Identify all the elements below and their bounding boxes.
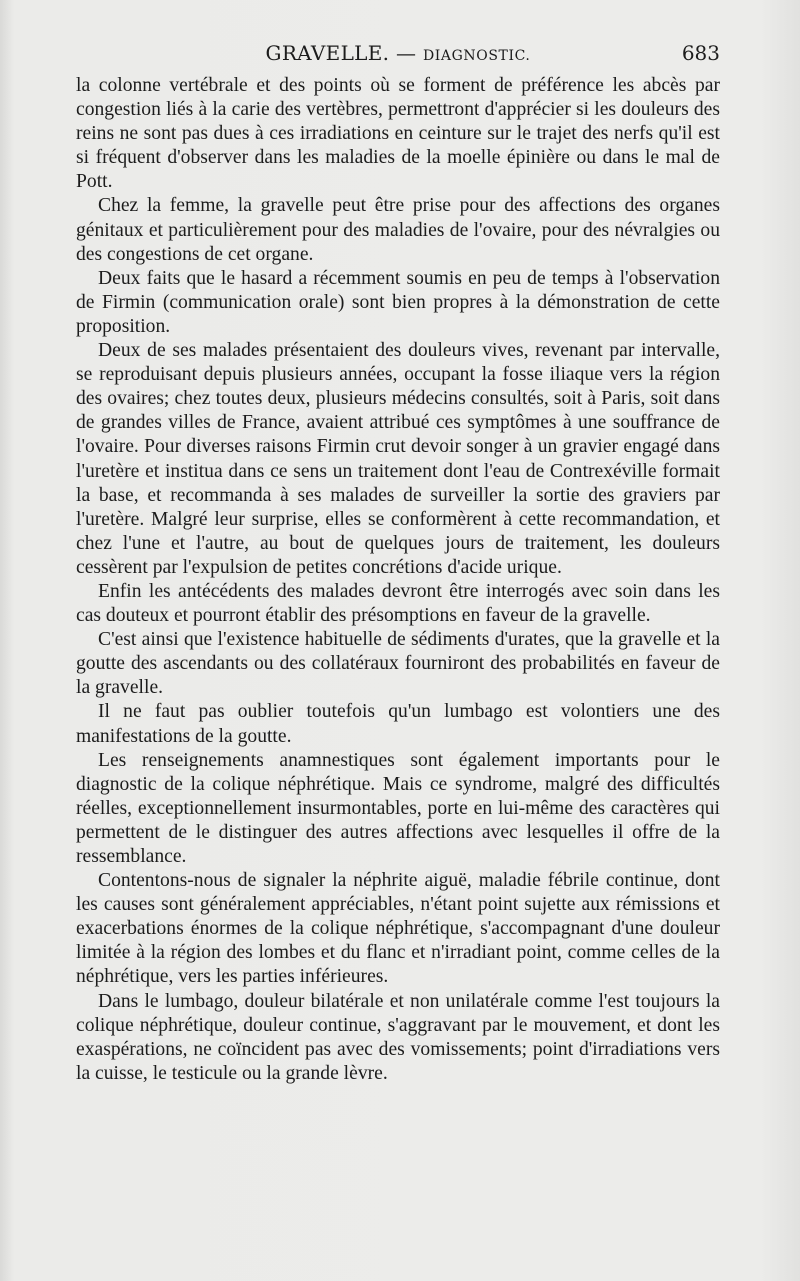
paragraph-7: Il ne faut pas oublier toutefois qu'un lumbago est volontiers une des manifestations de la goutte. <box>76 701 720 747</box>
paragraph-5: Enfin les antécédents des malades devront être interrogés avec soin dans les cas douteux et pourront établir des présomptions en faveur de la gravelle. <box>76 580 720 627</box>
paragraph-9: Contentons-nous de signaler la néphrite aiguë, maladie fébrile continue, dont les causes sont généralement appréciables, n'étant point sujette aux rémissions et exacerbations énormes de la colique néphrétique, s'accompagnant d'une douleur limitée à la région des lombes et du flanc et n'irradiant point, comme celles de la néphrétique, vers les parties inférieures. <box>76 870 720 988</box>
page-header <box>76 38 720 68</box>
running-title <box>76 38 720 71</box>
paragraph-4: Deux de ses malades présentaient des douleurs vives, revenant par intervalle, se reproduisant depuis plusieurs années, occupant la fosse iliaque vers la région des ovaires; chez toutes deux, plusieurs médecins consultés, soit à Paris, soit dans de grandes villes de France, avaient attribué ces symptômes à une souffrance de l'ovaire. Pour diverses raisons Firmin crut devoir songer à un gravier engagé dans l'uretère et institua dans ce sens un traitement dont l'eau de Contrexéville formait la base, et recommanda à ses malades de surveiller la sortie des graviers par l'uretère. Malgré leur surprise, elles se conformèrent à cette recommandation, et chez l'une et l'autre, au bout de quelques jours de traitement, les douleurs cessèrent par l'expulsion de petites concrétions d'acide urique. <box>76 340 720 578</box>
paragraph-3: Deux faits que le hasard a récemment soumis en peu de temps à l'observation de Firmin (communication orale) sont bien propres à la démonstration de cette proposition. <box>76 267 720 337</box>
header-dash: — <box>395 41 417 65</box>
header-subtitle: DIAGNOSTIC. <box>422 48 531 64</box>
paragraph-6: C'est ainsi que l'existence habituelle de sédiments d'urates, que la gravelle et la goutte des ascendants ou des collatéraux fourniront des probabilités en faveur de la gravelle. <box>76 629 720 699</box>
paragraph-2: Chez la femme, la gravelle peut être prise pour des affections des organes génitaux et particulièrement pour des maladies de l'ovaire, pour des névralgies ou des congestions de cet organe. <box>76 195 720 265</box>
header-title: GRAVELLE. <box>265 41 390 65</box>
paragraph-8: Les renseignements anamnestiques sont également importants pour le diagnostic de la colique néphrétique. Mais ce syndrome, malgré des difficultés réelles, exceptionnellement insurmontables, porte en lui-même des caractères qui permettent de le distinguer des autres affections avec lesquelles il offre de la ressemblance. <box>76 749 720 867</box>
paragraph-10: Dans le lumbago, douleur bilatérale et non unilatérale comme l'est toujours la colique néphrétique, douleur continue, s'aggravant par le mouvement, et dont les exaspérations, ne coïncident pas avec des vomissements; point d'irradiations vers la cuisse, le testicule ou la grande lèvre. <box>76 990 720 1084</box>
page-number: 683 <box>681 41 720 65</box>
body-text <box>76 74 720 1086</box>
paragraph-1: la colonne vertébrale et des points où se forment de préférence les abcès par congestion liés à la carie des vertèbres, permettront d'apprécier si les douleurs des reins ne sont pas dues à ces irradiations en ceinture sur le trajet des nerfs qu'il est si fréquent d'observer dans les maladies de la moelle épinière ou dans le mal de Pott. <box>76 75 720 193</box>
